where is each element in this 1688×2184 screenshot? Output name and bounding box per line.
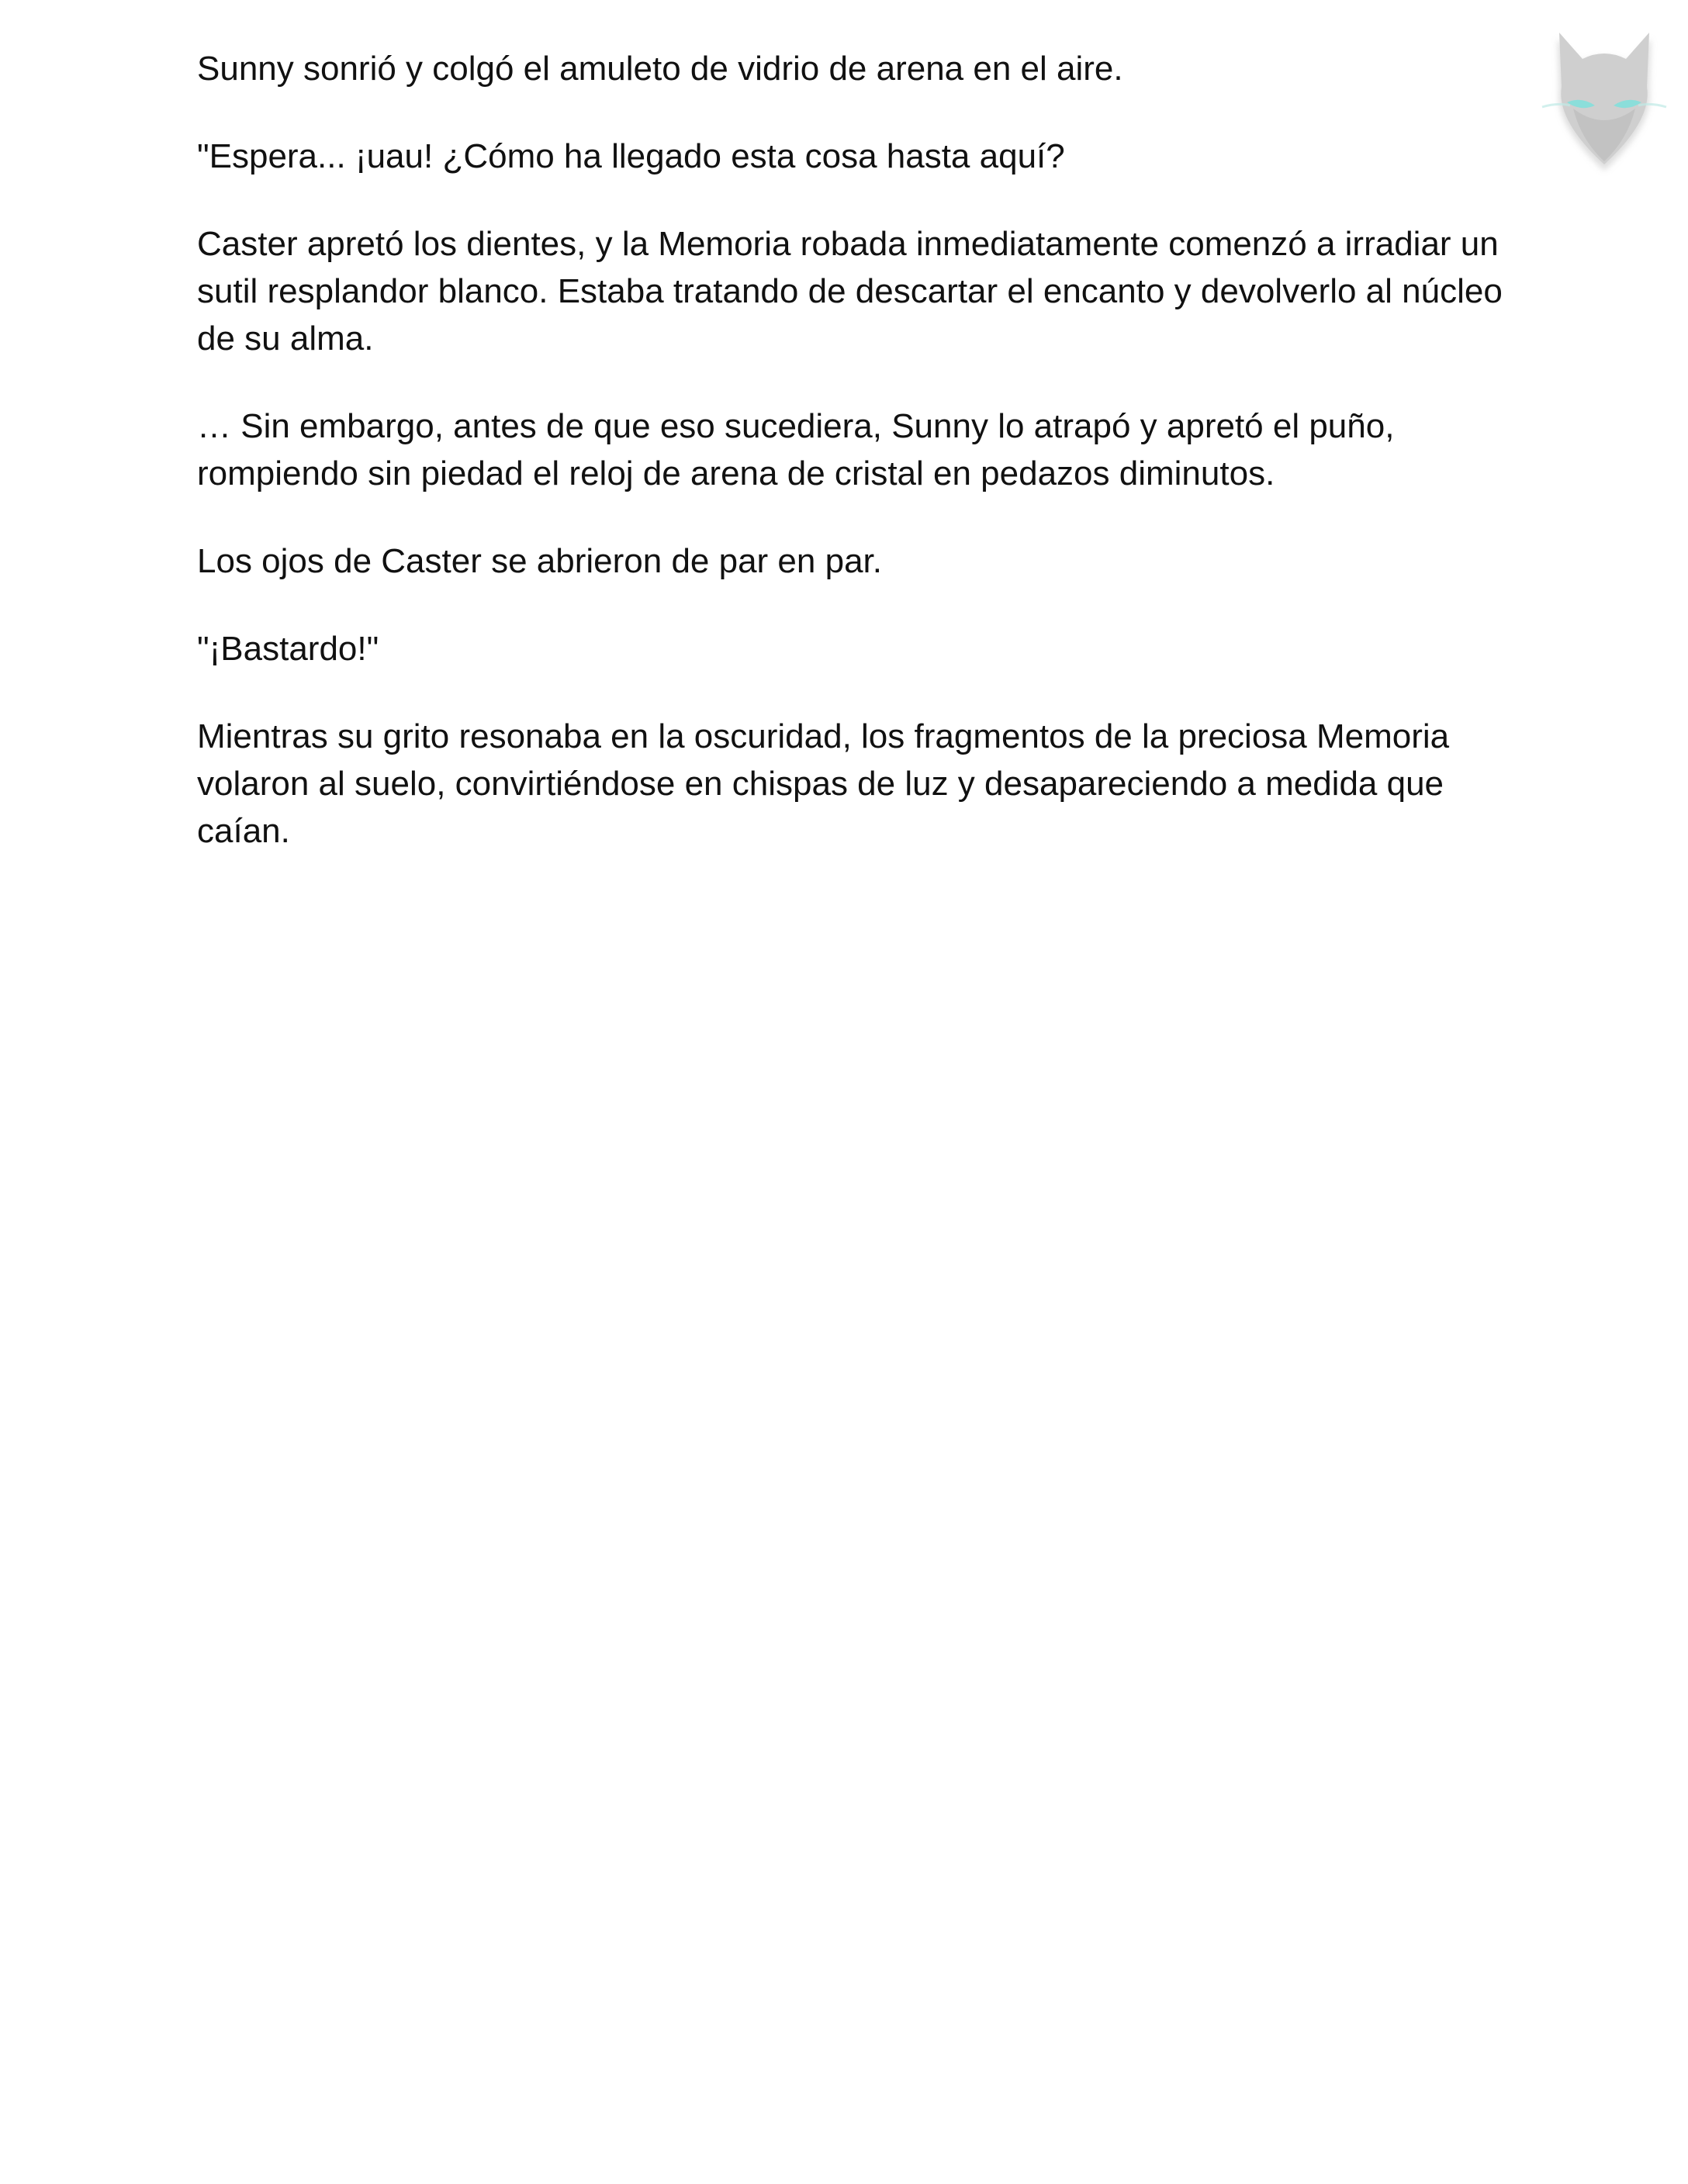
paragraph: "¡Bastardo!" [197, 630, 379, 668]
paragraph: "Espera... ¡uau! ¿Cómo ha llegado esta cosa hasta aquí? [197, 137, 1065, 175]
demon-head-watermark-icon [1527, 16, 1682, 186]
paragraph: Caster apretó los dientes, y la Memoria robada inmediatamente comenzó a irradiar un sutil resplandor blanco. Estaba tratando de descartar el encanto y devolverlo al núcleo de su alma. [197, 225, 1503, 358]
paragraph: Los ojos de Caster se abrieron de par en par. [197, 542, 882, 580]
paragraph: Sunny sonrió y colgó el amuleto de vidrio de arena en el aire. [197, 50, 1123, 88]
paragraph: … Sin embargo, antes de que eso sucediera, Sunny lo atrapó y apretó el puño, rompiendo sin piedad el reloj de arena de cristal en pedazos diminutos. [197, 407, 1395, 492]
paragraph: Mientras su grito resonaba en la oscuridad, los fragmentos de la preciosa Memoria volaron al suelo, convirtiéndose en chispas de luz y desapareciendo a medida que caían. [197, 717, 1450, 850]
document-body [197, 45, 1531, 895]
